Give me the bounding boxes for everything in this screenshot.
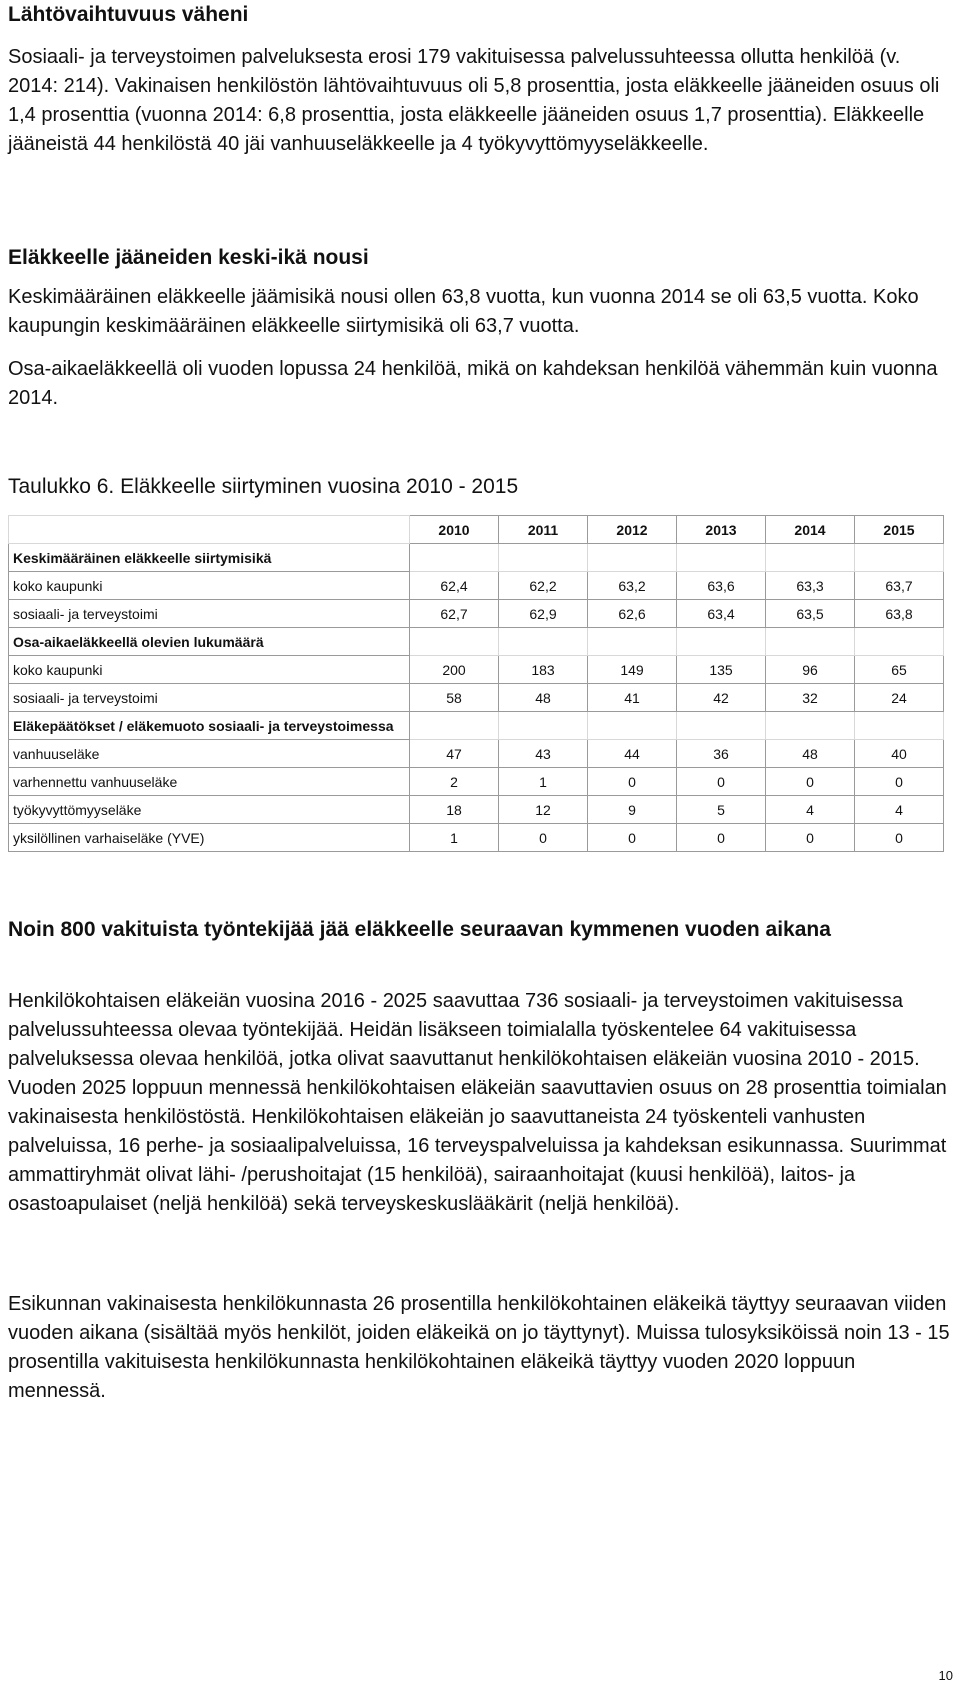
table-value-cell: 63,3 [766, 572, 855, 600]
table-blank-cell [855, 628, 944, 656]
table-row-label: sosiaali- ja terveystoimi [9, 684, 410, 712]
year-header-cell: 2012 [588, 516, 677, 544]
table-value-cell: 63,6 [677, 572, 766, 600]
table-value-cell: 24 [855, 684, 944, 712]
table-value-cell: 0 [766, 824, 855, 852]
table-blank-cell [588, 544, 677, 572]
table-value-cell: 58 [410, 684, 499, 712]
table-value-cell: 149 [588, 656, 677, 684]
table-row [9, 768, 944, 796]
table-blank-cell [855, 712, 944, 740]
table-value-cell: 18 [410, 796, 499, 824]
table-value-cell: 65 [855, 656, 944, 684]
table-value-cell: 0 [588, 824, 677, 852]
table-blank-cell [588, 628, 677, 656]
table-value-cell: 0 [855, 768, 944, 796]
table-value-cell: 41 [588, 684, 677, 712]
table-value-cell: 48 [499, 684, 588, 712]
table-group-row [9, 628, 944, 656]
table-value-cell: 62,7 [410, 600, 499, 628]
table-value-cell: 63,5 [766, 600, 855, 628]
table-group-title: Osa-aikaeläkkeellä olevien lukumäärä [9, 628, 410, 656]
table-value-cell: 135 [677, 656, 766, 684]
table-value-cell: 43 [499, 740, 588, 768]
table-value-cell: 12 [499, 796, 588, 824]
table-value-cell: 96 [766, 656, 855, 684]
table-blank-cell [766, 712, 855, 740]
table-value-cell: 32 [766, 684, 855, 712]
table-value-cell: 0 [855, 824, 944, 852]
table-value-cell: 63,4 [677, 600, 766, 628]
table-value-cell: 0 [499, 824, 588, 852]
table-value-cell: 62,4 [410, 572, 499, 600]
paragraph-upcoming-retirements: Henkilökohtaisen eläkeiän vuosina 2016 - 2025 saavuttaa 736 sosiaali- ja terveystoimen vakituisessa palvelussuhteessa olevaa työntekijää. Heidän lisäkseen toimialalla työskentelee 64 vakituisessa palveluksessa olevaa henkilöä, jotka olivat saavuttanut henkilökohtaisen eläkeiän vuosina 2010 - 2015. Vuoden 2025 loppuun mennessä henkilökohtaisen eläkeiän saavuttavien osuus on 28 prosenttia toimialan vakinaisesta henkilöstöstä. Henkilökohtaisen eläkeiän jo saavuttaneista 24 työskenteli vanhusten palveluissa, 16 perhe- ja sosiaalipalveluissa, 16 terveyspalveluissa ja kahdeksan esikunnassa. Suurimmat ammattiryhmät olivat lähi- /perushoitajat (15 henkilöä), sairaanhoitajat (kuusi henkilöä), laitos- ja osastoapulaiset (neljä henkilöä) sekä terveyskeskuslääkärit (neljä henkilöä). [8, 990, 947, 1215]
table-value-cell: 5 [677, 796, 766, 824]
table-value-cell: 183 [499, 656, 588, 684]
table-blank-cell [766, 544, 855, 572]
paragraph-part-time-pension: Osa-aikaeläkkeellä oli vuoden lopussa 24 henkilöä, mikä on kahdeksan henkilöä vähemmän kuin vuonna 2014. [8, 358, 938, 409]
table-blank-cell [677, 544, 766, 572]
table-value-cell: 62,2 [499, 572, 588, 600]
table-blank-cell [766, 628, 855, 656]
paragraph-departure-turnover: Sosiaali- ja terveystoimen palveluksesta erosi 179 vakituisessa palvelussuhteessa ollutta henkilöä (v. 2014: 214). Vakinaisen henkilöstön lähtövaihtuvuus oli 5,8 prosenttia, josta eläkkeelle jääneiden osuus oli 1,4 prosenttia (vuonna 2014: 6,8 prosenttia, josta eläkkeelle jääneiden osuus 1,7 prosenttia). Eläkkeelle jääneistä 44 henkilöstä 40 jäi vanhuuseläkkeelle ja 4 työkyvyttömyyseläkkeelle. [8, 46, 940, 155]
table-group-title: Keskimääräinen eläkkeelle siirtymisikä [9, 544, 410, 572]
page-number: 10 [938, 1668, 953, 1683]
table-row [9, 656, 944, 684]
year-header-cell: 2010 [410, 516, 499, 544]
table-value-cell: 63,2 [588, 572, 677, 600]
table-value-cell: 9 [588, 796, 677, 824]
table-row-label: varhennettu vanhuuseläke [9, 768, 410, 796]
table-value-cell: 0 [677, 768, 766, 796]
table-blank-cell [677, 628, 766, 656]
section-heading-departure-turnover: Lähtövaihtuvuus väheni [8, 3, 249, 26]
table-value-cell: 63,8 [855, 600, 944, 628]
table-value-cell: 0 [677, 824, 766, 852]
table-blank-cell [677, 712, 766, 740]
table-value-cell: 0 [766, 768, 855, 796]
table-blank-cell [410, 544, 499, 572]
table-header-row [9, 516, 944, 544]
table-blank-cell [410, 628, 499, 656]
year-header-cell: 2015 [855, 516, 944, 544]
table-value-cell: 1 [499, 768, 588, 796]
paragraph-headquarters-staff: Esikunnan vakinaisesta henkilökunnasta 26 prosentilla henkilökohtainen eläkeikä täyttyy seuraavan viiden vuoden aikana (sisältää myös henkilöt, joiden eläkeikä on jo täyttynyt). Muissa tulosyksiköissä noin 13 - 15 prosentilla vakituisesta henkilökunnasta henkilökohtainen eläkeikä täyttyy vuoden 2020 loppuun mennessä. [8, 1293, 950, 1402]
table-blank-cell [410, 712, 499, 740]
retirement-table [8, 515, 944, 852]
table-row-label: koko kaupunki [9, 656, 410, 684]
table-row [9, 572, 944, 600]
table-blank-cell [499, 628, 588, 656]
year-header-cell: 2013 [677, 516, 766, 544]
table-caption: Taulukko 6. Eläkkeelle siirtyminen vuosina 2010 - 2015 [8, 475, 519, 498]
table-row-label: yksilöllinen varhaiseläke (YVE) [9, 824, 410, 852]
table-value-cell: 62,6 [588, 600, 677, 628]
table-header-blank-cell [9, 516, 410, 544]
table-blank-cell [588, 712, 677, 740]
table-blank-cell [499, 544, 588, 572]
table-value-cell: 40 [855, 740, 944, 768]
section-heading-upcoming-retirements: Noin 800 vakituista työntekijää jää eläkkeelle seuraavan kymmenen vuoden aikana [8, 918, 831, 941]
table-group-title: Eläkepäätökset / eläkemuoto sosiaali- ja terveystoimessa [9, 712, 410, 740]
table-row-label: vanhuuseläke [9, 740, 410, 768]
table-row-label: työkyvyttömyyseläke [9, 796, 410, 824]
table-blank-cell [499, 712, 588, 740]
section-heading-retirement-age: Eläkkeelle jääneiden keski-ikä nousi [8, 246, 369, 269]
table-value-cell: 2 [410, 768, 499, 796]
table-value-cell: 62,9 [499, 600, 588, 628]
table-value-cell: 4 [855, 796, 944, 824]
table-row [9, 796, 944, 824]
table-value-cell: 0 [588, 768, 677, 796]
table-value-cell: 47 [410, 740, 499, 768]
table-row-label: koko kaupunki [9, 572, 410, 600]
table-value-cell: 48 [766, 740, 855, 768]
year-header-cell: 2014 [766, 516, 855, 544]
year-header-cell: 2011 [499, 516, 588, 544]
table-row [9, 600, 944, 628]
table-group-row [9, 544, 944, 572]
table-value-cell: 42 [677, 684, 766, 712]
table-row [9, 740, 944, 768]
table-value-cell: 44 [588, 740, 677, 768]
table-row [9, 684, 944, 712]
paragraph-retirement-age: Keskimääräinen eläkkeelle jäämisikä nousi ollen 63,8 vuotta, kun vuonna 2014 se oli 63,5 vuotta. Koko kaupungin keskimääräinen eläkkeelle siirtymisikä oli 63,7 vuotta. [8, 286, 919, 337]
table-value-cell: 63,7 [855, 572, 944, 600]
table-value-cell: 36 [677, 740, 766, 768]
table-row [9, 824, 944, 852]
table-value-cell: 1 [410, 824, 499, 852]
table-blank-cell [855, 544, 944, 572]
table-value-cell: 200 [410, 656, 499, 684]
table-value-cell: 4 [766, 796, 855, 824]
table-row-label: sosiaali- ja terveystoimi [9, 600, 410, 628]
retirement-table-container [8, 515, 944, 852]
table-group-row [9, 712, 944, 740]
